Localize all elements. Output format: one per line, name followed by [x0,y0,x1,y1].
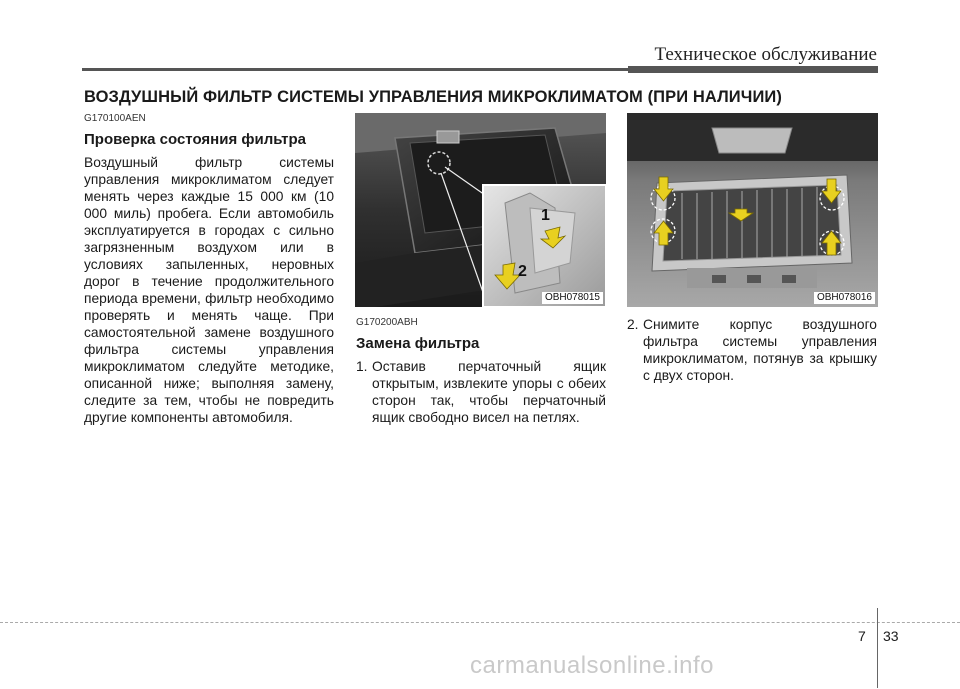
check-text: Воздушный фильтр системы управления микроклиматом следует менять через каждые 15 000 км (10 000 миль) пробега. Если автомобиль эксплуатируется в городах с сильно загрязненным воздухом или в условиях запыленных, неровных дорог в течение продолжительного периода времени, фильтр необходимо проверять и менять чаще. При самостоятельной замене воздушного фильтра системы управления микроклиматом следуйте методике, описанной ниже; выполняя замену, следите за тем, чтобы не повредить другие компоненты автомобиля. [84,155,334,425]
step-2 [627,316,877,384]
running-header: Техническое обслуживание [654,44,877,65]
step-number: 2. [627,317,639,332]
step-text: Снимите корпус воздушного фильтра системы управления микроклиматом, потянув за крышку с двух сторон. [643,317,877,383]
figure-filter-housing [627,113,878,307]
step-number: 1. [356,359,368,374]
footer-rule [0,622,960,623]
figure-label: OBH078016 [814,292,875,304]
chapter-number: 7 [858,628,866,644]
check-heading: Проверка состояния фильтра [84,131,306,148]
page-separator [877,608,878,688]
replace-section [356,314,606,426]
replace-heading: Замена фильтра [356,335,480,352]
callout-2: 2 [518,263,527,280]
filter-housing-illustration [627,113,878,307]
section-title: ВОЗДУШНЫЙ ФИЛЬТР СИСТЕМЫ УПРАВЛЕНИЯ МИКРОКЛИМАТОМ (ПРИ НАЛИЧИИ) [84,88,782,106]
figure-label: OBH078015 [542,292,603,304]
page-number: 33 [883,628,899,644]
header-rule-accent [628,66,878,73]
step-2-section [627,316,877,384]
check-code: G170100AEN [84,113,146,124]
check-section [84,110,334,426]
figure-glovebox [355,113,606,307]
step-text: Оставив перчаточный ящик открытым, извлеките упоры с обеих сторон так, чтобы перчаточный ящик свободно висел на петлях. [372,359,606,425]
step-1 [356,358,606,426]
watermark: carmanualsonline.info [470,652,714,679]
glovebox-illustration [355,113,606,307]
callout-1: 1 [541,207,550,224]
replace-code: G170200ABH [356,317,418,328]
